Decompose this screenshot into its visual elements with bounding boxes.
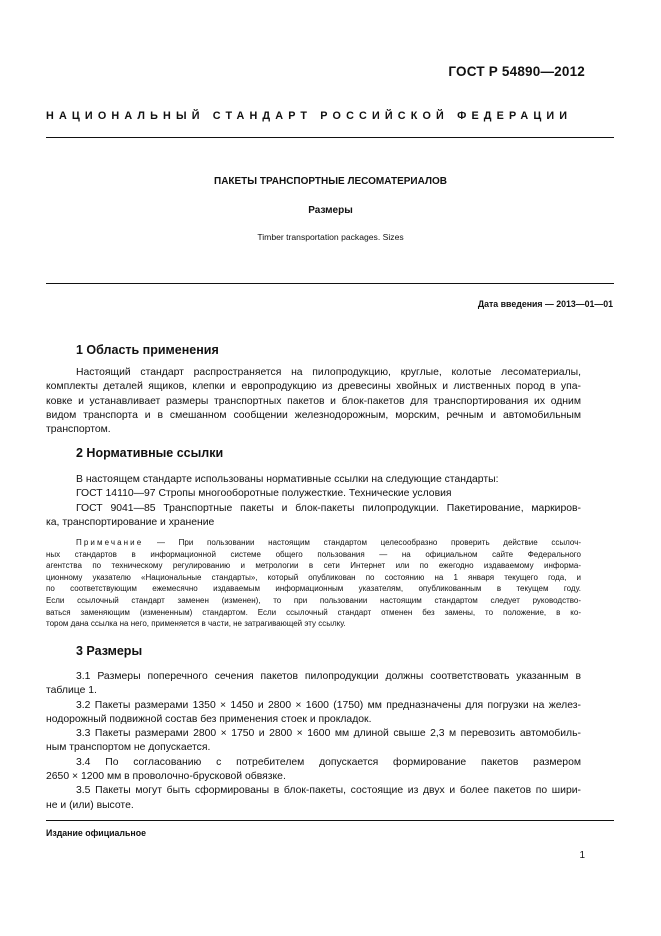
title-divider xyxy=(46,283,614,284)
english-title: Timber transportation packages. Sizes xyxy=(257,232,404,242)
standard-number: ГОСТ Р 54890—2012 xyxy=(448,64,585,79)
note-line xyxy=(46,537,581,549)
clause-3-1-line: 3.1 Размеры поперечного сечения пакетов пилопродукции должны соответствовать указанным в xyxy=(76,671,581,682)
document-title: ПАКЕТЫ ТРАНСПОРТНЫЕ ЛЕСОМАТЕРИАЛОВ xyxy=(214,176,447,187)
effective-date: Дата введения — 2013—01—01 xyxy=(477,299,613,309)
clause-3-4-line: 3.4 По согласованию с потребителем допускается формирование пакетов размером xyxy=(76,756,581,768)
note-line: агентства по техническому регулированию и метрологии в сети Интернет или по ежегодно издаваемому информа- xyxy=(46,561,581,571)
clause-3-5-line: не и (или) высоте. xyxy=(46,799,134,811)
clause-3-2-line: 3.2 Пакеты размерами 1350 × 1450 и 2800 × 1600 (1750) мм предназначены для погрузки на желез- xyxy=(76,699,581,711)
clause-3-2-line: нодорожный подвижной состав без применения стоек и прокладок. xyxy=(46,713,372,725)
note-line: ваться заменяющим (измененным) стандартом. Если ссылочный стандарт отменен без замены, то положение, в ко- xyxy=(46,607,581,617)
note-text: — При пользовании настоящим стандартом целесообразно проверить действие ссылоч- xyxy=(143,538,581,547)
section-2-references xyxy=(46,473,581,530)
paragraph-line: комплекты деталей ящиков, клепки и европродукцию из древесины хвойных и лиственных пород в упа- xyxy=(46,381,581,393)
reference-item: ГОСТ 9041—85 Транспортные пакеты и блок-пакеты пилопродукции. Пакетирование, маркиров- xyxy=(76,502,581,514)
references-intro: В настоящем стандарте использованы нормативные ссылки на следующие стандарты: xyxy=(76,474,499,485)
section-2-note xyxy=(46,537,581,630)
clause-3-3-line: ным транспортом не допускается. xyxy=(46,742,211,754)
note-line: Если ссылочный стандарт заменен (изменен), то при пользовании настоящим стандартом следует руководство- xyxy=(46,595,581,605)
header-divider xyxy=(46,137,614,138)
section-3-paragraphs xyxy=(46,670,581,813)
section-1-heading: 1 Область применения xyxy=(76,343,219,357)
section-1-paragraph xyxy=(46,366,581,437)
note-label: Примечание xyxy=(76,538,144,547)
paragraph-line: транспортом. xyxy=(46,424,111,436)
paragraph-line: Настоящий стандарт распространяется на пилопродукцию, круглые, колотые лесоматериалы, xyxy=(76,367,581,378)
paragraph-line: видом транспорта и в смешанном сообщении железнодорожным, морским, речным и автомобильным xyxy=(46,409,581,421)
note-line: тором дана ссылка на него, применяется в части, не затрагивающей эту ссылку. xyxy=(46,619,346,629)
reference-item-continued: ка, транспортирование и хранение xyxy=(46,516,215,528)
reference-item: ГОСТ 14110—97 Стропы многооборотные полужесткие. Технические условия xyxy=(76,488,452,500)
official-edition-label: Издание официальное xyxy=(46,828,146,838)
document-subtitle: Размеры xyxy=(308,205,353,216)
clause-3-3-line: 3.3 Пакеты размерами 2800 × 1750 и 2800 × 1600 мм длиной свыше 2,3 м перевозить автомобиль- xyxy=(76,728,581,740)
page-number: 1 xyxy=(579,850,585,861)
note-line: ционному указателю «Национальные стандарты», который опубликован по состоянию на 1 января текущего года, и xyxy=(46,572,581,582)
note-line: ных стандартов в информационной системе общего пользования — на официальном сайте Федерального xyxy=(46,549,581,559)
national-standard-banner: НАЦИОНАЛЬНЫЙ СТАНДАРТ РОССИЙСКОЙ ФЕДЕРАЦИИ xyxy=(46,110,573,122)
note-line: по соответствующим ежемесячно издаваемым информационным указателям, опубликованным в текущем году. xyxy=(46,584,581,594)
clause-3-5-line: 3.5 Пакеты могут быть сформированы в блок-пакеты, состоящие из двух и более пакетов по шири- xyxy=(76,785,581,797)
section-3-heading: 3 Размеры xyxy=(76,644,143,658)
paragraph-line: ковке и устанавливает размеры транспортных пакетов и блок-пакетов для транспортирования их одним xyxy=(46,395,581,407)
clause-3-4-line: 2650 × 1200 мм в проволочно-брусковой обвязке. xyxy=(46,771,286,783)
section-2-heading: 2 Нормативные ссылки xyxy=(76,446,224,460)
footer-divider xyxy=(46,820,614,821)
clause-3-1-line: таблице 1. xyxy=(46,685,97,697)
